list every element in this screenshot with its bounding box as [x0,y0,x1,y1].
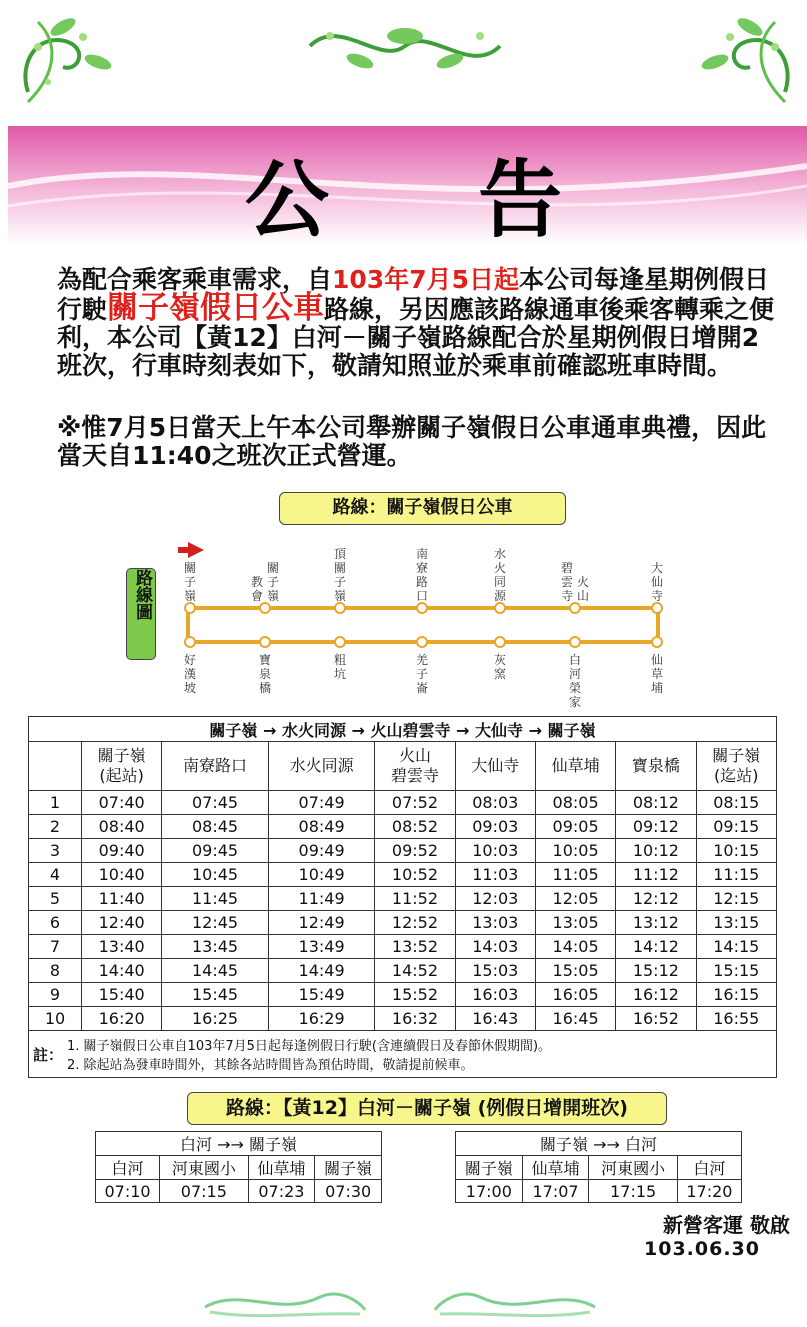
return-header: 關子嶺 →→ 白河 [456,1132,742,1156]
column-header-line1: 水火同源 [289,756,354,775]
timetable-notes [29,1031,777,1078]
top-stop-label: 碧雲寺 [560,561,574,603]
timetable-column-header [696,742,776,791]
departure-time: 12:45 [162,911,269,935]
timetable-column-header [162,742,269,791]
trip-number: 9 [29,983,82,1007]
departure-time: 16:29 [268,1007,375,1031]
departure-time: 11:03 [455,863,535,887]
departure-time: 12:49 [268,911,375,935]
trip-number: 2 [29,815,82,839]
outbound-header: 白河 →→ 關子嶺 [96,1132,382,1156]
departure-time: 10:45 [162,863,269,887]
decor-swirl-center [300,6,510,86]
return-time: 17:15 [589,1180,677,1203]
departure-time: 13:05 [535,911,615,935]
decor-swirl-bottom-right [430,1282,600,1322]
trip-number: 6 [29,911,82,935]
top-stops [184,546,663,613]
departure-time: 08:05 [535,791,615,815]
decor-swirl-right [690,2,805,122]
announcement-note: ※惟7月5日當天上午本公司舉辦關子嶺假日公車通車典禮，因此當天自11:40之班次正式營運。 [57,413,767,470]
departure-time: 13:03 [455,911,535,935]
top-stop-label: 關子嶺 [183,561,197,603]
announcement-text-a: 為配合乘客乘車需求，自 [57,265,333,294]
departure-time: 15:49 [268,983,375,1007]
top-stop-dot [495,603,505,613]
top-stop-dot [417,603,427,613]
departure-time: 12:40 [82,911,162,935]
table-row [29,887,777,911]
top-stop-label: 關子嶺 [266,561,280,603]
departure-time: 08:03 [455,791,535,815]
bottom-stop-dot [260,637,270,647]
outbound-time: 07:15 [160,1180,248,1203]
table-row [29,791,777,815]
table-row [29,959,777,983]
return-time: 17:07 [522,1180,589,1203]
decor-swirl-bottom-left [200,1282,370,1322]
outbound-stop: 仙草埔 [248,1156,315,1180]
departure-time: 15:45 [162,983,269,1007]
departure-time: 16:32 [375,1007,455,1031]
trip-number: 3 [29,839,82,863]
departure-time: 08:12 [616,791,696,815]
top-stop-label: 教會 [250,575,264,603]
outbound-stop: 關子嶺 [315,1156,382,1180]
top-stop-label: 頂關子嶺 [333,547,347,603]
top-stop-label: 火山 [576,575,590,603]
timetable-column-header [455,742,535,791]
table-row [29,839,777,863]
bottom-stop-dot [570,637,580,647]
trip-number: 4 [29,863,82,887]
departure-time: 15:52 [375,983,455,1007]
outbound-time: 07:23 [248,1180,315,1203]
direction-arrow-head-icon [188,542,204,558]
departure-time: 12:15 [696,887,776,911]
departure-time: 09:45 [162,839,269,863]
departure-time: 08:45 [162,815,269,839]
top-stop-dot [335,603,345,613]
bottom-stop-label: 羌子崙 [415,653,429,695]
trip-number: 8 [29,959,82,983]
column-header-line1: 大仙寺 [471,756,520,775]
timetable-column-header [535,742,615,791]
top-stop-label: 水火同源 [493,547,507,603]
notes-label: 註： [33,1045,64,1064]
departure-time: 15:40 [82,983,162,1007]
departure-time: 13:15 [696,911,776,935]
departure-time: 11:45 [162,887,269,911]
departure-time: 10:15 [696,839,776,863]
bottom-stop-dot [652,637,662,647]
departure-time: 13:49 [268,935,375,959]
column-header-line1: 仙草埔 [551,756,600,775]
departure-time: 09:52 [375,839,455,863]
departure-time: 09:05 [535,815,615,839]
bottom-stop-label: 粗坑 [333,653,347,681]
departure-time: 09:03 [455,815,535,839]
route-map-label [126,568,156,660]
column-header-line2: 碧雲寺 [390,766,439,785]
signature: 新營客運 敬啟 [663,1213,790,1237]
route-map [170,530,690,710]
departure-time: 16:20 [82,1007,162,1031]
timetable-column-headers [29,742,777,791]
top-stop-dot [652,603,662,613]
departure-time: 07:45 [162,791,269,815]
route2-title: 路線：【黃12】白河－關子嶺 (例假日增開班次) [187,1092,667,1125]
return-stop: 河東國小 [589,1156,677,1180]
column-header-line1: 關子嶺 [712,746,761,765]
departure-time: 13:40 [82,935,162,959]
column-header-line1: 寶泉橋 [631,756,680,775]
departure-time: 14:45 [162,959,269,983]
column-header-line2: (迄站) [714,766,759,785]
route-map-label-text: 路線圖 [132,569,152,620]
departure-time: 10:03 [455,839,535,863]
bottom-stop-dot [417,637,427,647]
departure-time: 11:49 [268,887,375,911]
timetable-index-header [29,742,82,791]
departure-time: 16:12 [616,983,696,1007]
timetable-column-header [616,742,696,791]
departure-time: 14:12 [616,935,696,959]
departure-time: 13:12 [616,911,696,935]
issue-date: 103.06.30 [644,1238,760,1260]
departure-time: 13:45 [162,935,269,959]
outbound-stop: 河東國小 [160,1156,248,1180]
departure-time: 16:15 [696,983,776,1007]
departure-time: 14:15 [696,935,776,959]
top-stop-label: 南寮路口 [415,547,429,603]
bottom-stop-label: 仙草埔 [650,653,664,695]
table-row [29,815,777,839]
departure-time: 14:49 [268,959,375,983]
departure-time: 16:43 [455,1007,535,1031]
table-row [29,863,777,887]
timetable-column-header [375,742,455,791]
departure-time: 12:52 [375,911,455,935]
departure-time: 08:52 [375,815,455,839]
bottom-stop-dot [495,637,505,647]
departure-time: 09:49 [268,839,375,863]
departure-time: 14:40 [82,959,162,983]
timetable [28,716,777,1078]
return-stop: 白河 [677,1156,741,1180]
page-title: 公 告 [244,151,623,249]
departure-time: 09:12 [616,815,696,839]
bottom-stop-label: 好漢坡 [183,653,197,695]
departure-time: 16:25 [162,1007,269,1031]
departure-time: 15:03 [455,959,535,983]
outbound-stop: 白河 [96,1156,160,1180]
table-row [29,911,777,935]
departure-time: 10:12 [616,839,696,863]
top-stop-label: 大仙寺 [650,561,664,603]
departure-time: 13:52 [375,935,455,959]
announcement-text-c: 路線，另因應該路線通車後乘客轉乘之便利，本公司【黃12】白河－關子嶺路線配合於星期例假日增開2班次，行車時刻表如下，敬請知照並於乘車前確認班車時間。 [57,295,775,380]
departure-time: 09:40 [82,839,162,863]
announcement-text-b: 本公司每逢星期例假日行駛 [57,265,770,324]
route2-table-outbound [95,1131,382,1203]
bottom-stop-label: 寶泉橋 [258,653,272,695]
departure-time: 07:52 [375,791,455,815]
column-header-line1: 關子嶺 [97,746,146,765]
departure-time: 11:12 [616,863,696,887]
bottom-stop-label: 白河榮家 [568,653,582,709]
departure-time: 15:12 [616,959,696,983]
departure-time: 16:55 [696,1007,776,1031]
departure-time: 10:40 [82,863,162,887]
departure-time: 16:03 [455,983,535,1007]
table-row [29,1007,777,1031]
return-stop: 關子嶺 [456,1156,523,1180]
departure-time: 11:52 [375,887,455,911]
departure-time: 12:12 [616,887,696,911]
top-stop-dot [185,603,195,613]
return-time: 17:20 [677,1180,741,1203]
bottom-stop-label: 灰窯 [493,653,507,681]
departure-time: 08:40 [82,815,162,839]
route-name-highlight: 關子嶺假日公車 [107,290,325,326]
decor-swirl-left [8,2,128,122]
timetable-column-header [82,742,162,791]
timetable-column-header [268,742,375,791]
departure-time: 14:05 [535,935,615,959]
departure-time: 16:52 [616,1007,696,1031]
departure-time: 07:49 [268,791,375,815]
top-stop-dot [260,603,270,613]
bottom-stops [184,637,663,709]
departure-time: 14:52 [375,959,455,983]
departure-time: 14:03 [455,935,535,959]
trip-number: 7 [29,935,82,959]
top-stop-dot [570,603,580,613]
departure-time: 16:45 [535,1007,615,1031]
timetable-route-header: 關子嶺 → 水火同源 → 火山碧雲寺 → 大仙寺 → 關子嶺 [29,717,777,742]
departure-time: 15:05 [535,959,615,983]
departure-time: 09:15 [696,815,776,839]
timetable-body [29,791,777,1031]
return-time: 17:00 [456,1180,523,1203]
departure-time: 12:03 [455,887,535,911]
outbound-time: 07:30 [315,1180,382,1203]
bottom-stop-dot [335,637,345,647]
departure-time: 15:15 [696,959,776,983]
departure-time: 16:05 [535,983,615,1007]
announcement-paragraph [57,266,777,380]
departure-time: 10:52 [375,863,455,887]
route2-table-return [455,1131,742,1203]
departure-time: 11:05 [535,863,615,887]
start-date-highlight: 103年7月5日起 [332,265,519,294]
departure-time: 10:49 [268,863,375,887]
outbound-time: 07:10 [96,1180,160,1203]
departure-time: 10:05 [535,839,615,863]
departure-time: 11:15 [696,863,776,887]
trip-number: 10 [29,1007,82,1031]
note-2: 2. 除起站為發車時間外，其餘各站時間皆為預估時間，敬請提前候車。 [67,1058,474,1073]
trip-number: 1 [29,791,82,815]
route1-title: 路線：關子嶺假日公車 [279,492,566,525]
table-row [29,983,777,1007]
column-header-line2: (起站) [99,766,144,785]
trip-number: 5 [29,887,82,911]
departure-time: 08:15 [696,791,776,815]
column-header-line1: 南寮路口 [183,756,248,775]
departure-time: 08:49 [268,815,375,839]
departure-time: 12:05 [535,887,615,911]
table-row [29,935,777,959]
return-stop: 仙草埔 [522,1156,589,1180]
note-1: 1. 關子嶺假日公車自103年7月5日起每逢例假日行駛(含連續假日及春節休假期間)。 [67,1039,552,1054]
bottom-stop-dot [185,637,195,647]
departure-time: 11:40 [82,887,162,911]
column-header-line1: 火山 [398,746,431,765]
departure-time: 07:40 [82,791,162,815]
